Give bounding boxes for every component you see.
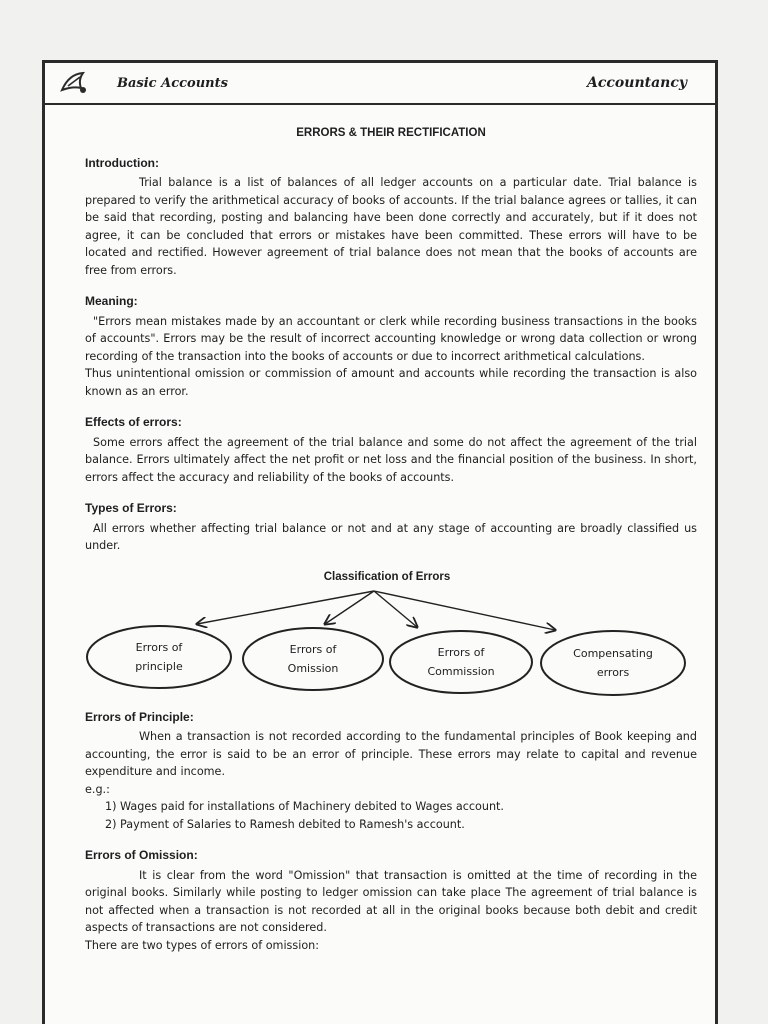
node-errors-of-principle: Errors of principle — [135, 640, 183, 673]
arrow-to-commission — [374, 591, 417, 627]
principle-heading: Errors of Principle: — [85, 709, 194, 724]
page-header — [45, 63, 715, 105]
header-subject: Accountancy — [587, 75, 687, 91]
principle-examples — [105, 798, 697, 833]
types-section — [85, 500, 697, 555]
omission-text: It is clear from the word "Omission" that transaction is omitted at the time of recording in the original books. Similarly while posting to ledger omission can take place The agreement of trial balance is not affected when a transaction is not recorded at all in the original books because both debit and credit aspects of transactions are not considered. — [85, 868, 697, 934]
omission-section — [85, 847, 697, 954]
introduction-section — [85, 155, 697, 280]
introduction-heading: Introduction: — [85, 155, 159, 170]
arrow-to-principle — [197, 591, 374, 624]
meaning-section — [85, 293, 697, 400]
principle-section — [85, 709, 697, 834]
node-errors-of-commission: Errors of Commission — [427, 645, 495, 678]
types-heading: Types of Errors: — [85, 501, 177, 515]
effects-heading: Effects of errors: — [85, 415, 182, 429]
omission-heading: Errors of Omission: — [85, 848, 198, 862]
diagram-title: Classification of Errors — [323, 570, 451, 583]
list-item: 2) Payment of Salaries to Ramesh debited to Ramesh's account. — [105, 817, 465, 831]
book-logo-icon — [59, 70, 89, 96]
list-item: 1) Wages paid for installations of Machinery debited to Wages account. — [105, 800, 504, 813]
introduction-text: Trial balance is a list of balances of all ledger accounts on a particular date. Trial balance is prepared to verify the arithmetical accuracy of books of accounts. If the trial balance agrees or tallies, it can be said that recording, posting and balancing have been done correctly and accurately, but if it does not agree, it can be concluded that errors or mistakes have been committed. These errors will have to be located and rectified. However agreement of trial balance does not mean that the books of accounts are free from errors. — [85, 176, 697, 277]
meaning-heading: Meaning: — [85, 294, 138, 308]
page-title: ERRORS & THEIR RECTIFICATION — [296, 127, 486, 139]
meaning-text-2: Thus unintentional omission or commission of amount and accounts while recording the transaction is also known as an error. — [85, 367, 697, 398]
arrow-to-compensating — [374, 591, 555, 630]
page-content — [85, 125, 697, 954]
omission-text-2: There are two types of errors of omission: — [85, 938, 320, 952]
node-errors-of-omission: Errors of Omission — [287, 642, 339, 675]
header-book-title: Basic Accounts — [117, 76, 228, 91]
principle-text: When a transaction is not recorded according to the fundamental principles of Book keeping and accounting, the error is said to be an error of principle. These errors may relate to capital and revenue expenditure and income. — [85, 730, 697, 778]
meaning-text: "Errors mean mistakes made by an accountant or clerk while recording business transactions in the books of accounts". Errors may be the result of incorrect accounting knowledge or wrong data collection or wrong recording of the transaction into the books of accounts or due to incorrect arithmetical calculations. — [85, 314, 697, 363]
document-page — [42, 60, 718, 1024]
principle-eg-label: e.g.: — [85, 782, 110, 796]
classification-diagram — [77, 569, 697, 707]
types-text: All errors whether affecting trial balance or not and at any stage of accounting are broadly classified us under. — [85, 521, 697, 552]
effects-text: Some errors affect the agreement of the trial balance and some do not affect the agreement of the trial balance. Errors ultimately affect the net profit or net loss and the financial position of the business. In short, errors affect the accuracy and reliability of the books of accounts. — [85, 435, 697, 484]
node-compensating-errors: Compensating errors — [573, 646, 653, 679]
effects-section — [85, 414, 697, 486]
